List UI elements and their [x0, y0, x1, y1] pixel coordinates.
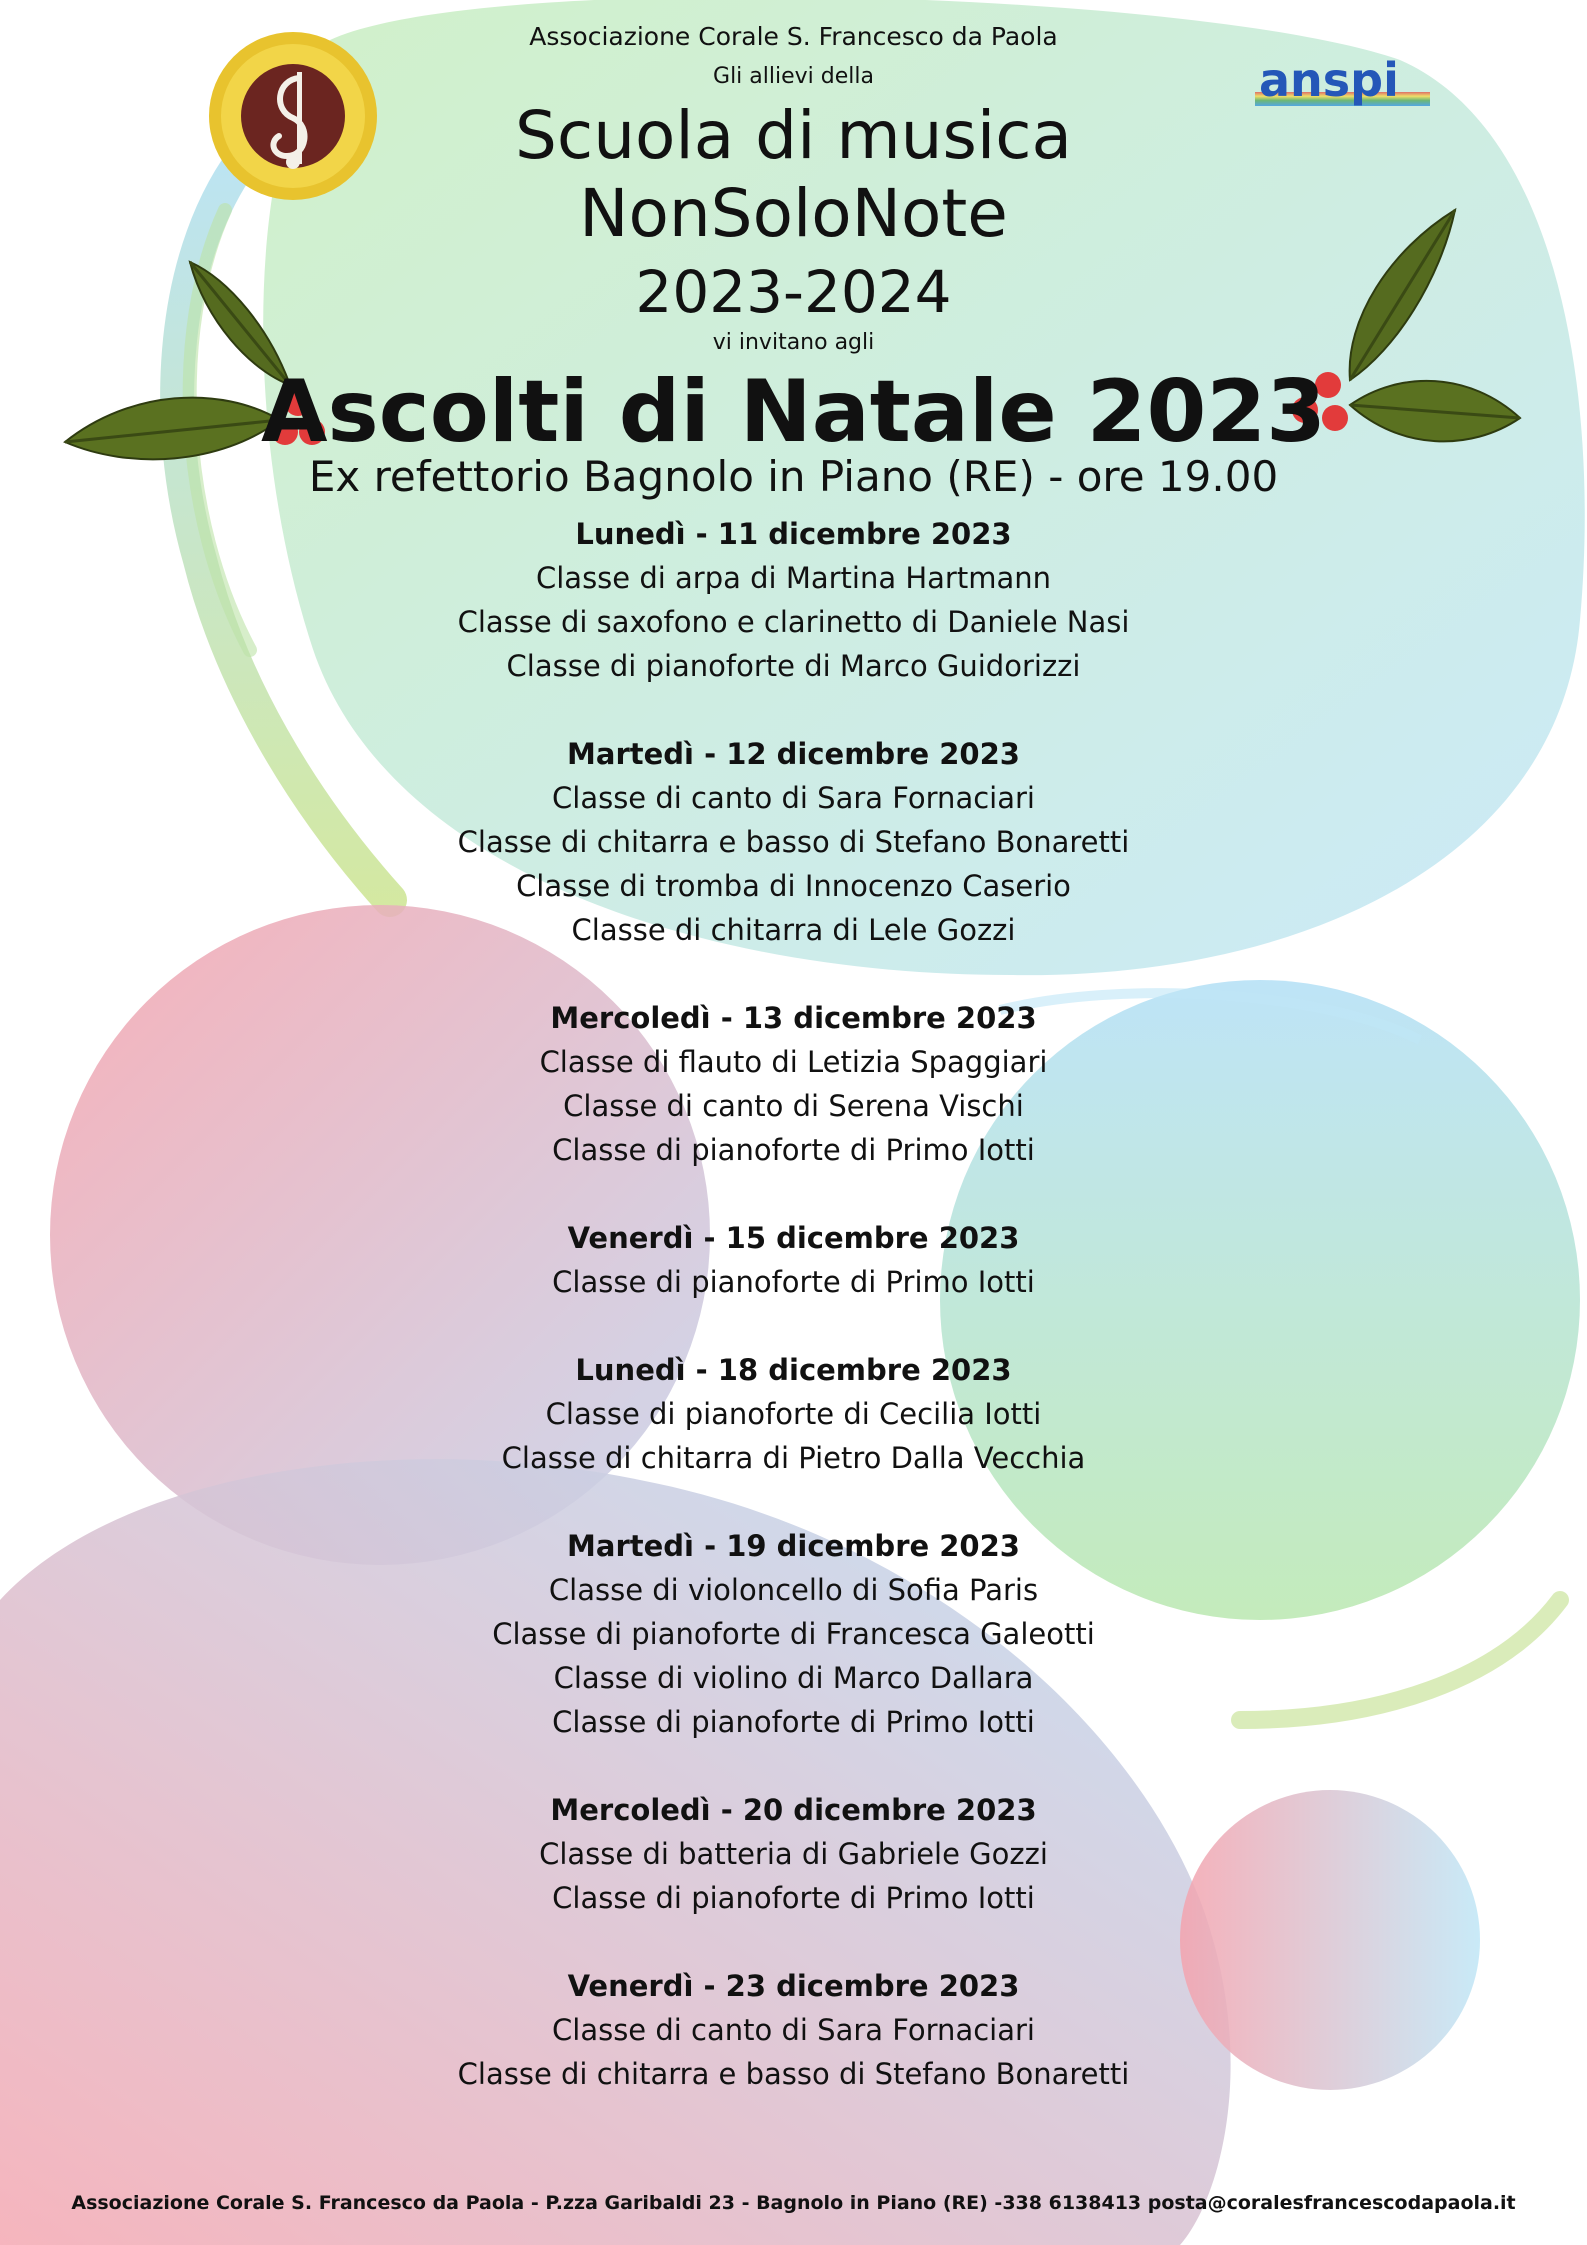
- school-years: 2023-2024: [635, 258, 952, 326]
- venue-time: Ex refettorio Bagnolo in Piano (RE) - ore 19.00: [308, 452, 1279, 501]
- day-date: Martedì - 19 dicembre 2023: [567, 1529, 1020, 1563]
- class-entry: Classe di saxofono e clarinetto di Daniele Nasi: [457, 605, 1130, 639]
- invite-text: vi invitano agli: [712, 330, 875, 355]
- class-entry: Classe di chitarra e basso di Stefano Bonaretti: [457, 2057, 1130, 2091]
- class-entry: Classe di chitarra di Lele Gozzi: [571, 913, 1016, 947]
- day-date: Martedì - 12 dicembre 2023: [567, 737, 1020, 771]
- class-entry: Classe di violoncello di Sofia Paris: [548, 1573, 1039, 1607]
- class-entry: Classe di canto di Serena Vischi: [563, 1089, 1024, 1123]
- class-entry: Classe di arpa di Martina Hartmann: [536, 561, 1051, 595]
- schedule-day: [0, 996, 1587, 1172]
- class-entry: Classe di violino di Marco Dallara: [553, 1661, 1034, 1695]
- event-title: Ascolti di Natale 2023: [260, 362, 1327, 462]
- schedule-day: [0, 1788, 1587, 1920]
- schedule-day: [0, 1216, 1587, 1304]
- class-entry: Classe di canto di Sara Fornaciari: [552, 2013, 1035, 2047]
- schedule-day: [0, 732, 1587, 952]
- class-entry: Classe di chitarra di Pietro Dalla Vecchia: [501, 1441, 1086, 1475]
- footer-contact: Associazione Corale S. Francesco da Paola - P.zza Garibaldi 23 - Bagnolo in Piano (RE) -338 6138413 posta@coralesfrancescodapaola.it: [71, 2192, 1516, 2214]
- class-entry: Classe di pianoforte di Cecilia Iotti: [545, 1397, 1042, 1431]
- class-entry: Classe di flauto di Letizia Spaggiari: [539, 1045, 1048, 1079]
- concert-schedule: [0, 512, 1587, 2140]
- schedule-day: [0, 1524, 1587, 1744]
- class-entry: Classe di pianoforte di Primo Iotti: [552, 1881, 1035, 1915]
- day-date: Mercoledì - 20 dicembre 2023: [550, 1793, 1037, 1827]
- pupils-of-text: Gli allievi della: [713, 64, 874, 89]
- class-entry: Classe di canto di Sara Fornaciari: [552, 781, 1035, 815]
- school-name-line1: Scuola di musica: [515, 97, 1072, 174]
- class-entry: Classe di tromba di Innocenzo Caserio: [516, 869, 1071, 903]
- class-entry: Classe di pianoforte di Marco Guidorizzi: [506, 649, 1081, 683]
- school-name-line2: NonSoloNote: [579, 175, 1008, 252]
- class-entry: Classe di chitarra e basso di Stefano Bonaretti: [457, 825, 1130, 859]
- day-date: Venerdì - 15 dicembre 2023: [567, 1221, 1020, 1255]
- day-date: Lunedì - 11 dicembre 2023: [575, 517, 1012, 551]
- schedule-day: [0, 1348, 1587, 1480]
- schedule-day: [0, 1964, 1587, 2096]
- class-entry: Classe di pianoforte di Primo Iotti: [552, 1133, 1035, 1167]
- class-entry: Classe di pianoforte di Francesca Galeotti: [492, 1617, 1095, 1651]
- association-name: Associazione Corale S. Francesco da Paola: [529, 22, 1058, 51]
- day-date: Lunedì - 18 dicembre 2023: [575, 1353, 1012, 1387]
- svg-text:anspi: anspi: [1259, 53, 1399, 107]
- class-entry: Classe di pianoforte di Primo Iotti: [552, 1265, 1035, 1299]
- class-entry: Classe di pianoforte di Primo Iotti: [552, 1705, 1035, 1739]
- day-date: Mercoledì - 13 dicembre 2023: [550, 1001, 1037, 1035]
- class-entry: Classe di batteria di Gabriele Gozzi: [539, 1837, 1048, 1871]
- schedule-day: [0, 512, 1587, 688]
- day-date: Venerdì - 23 dicembre 2023: [567, 1969, 1020, 2003]
